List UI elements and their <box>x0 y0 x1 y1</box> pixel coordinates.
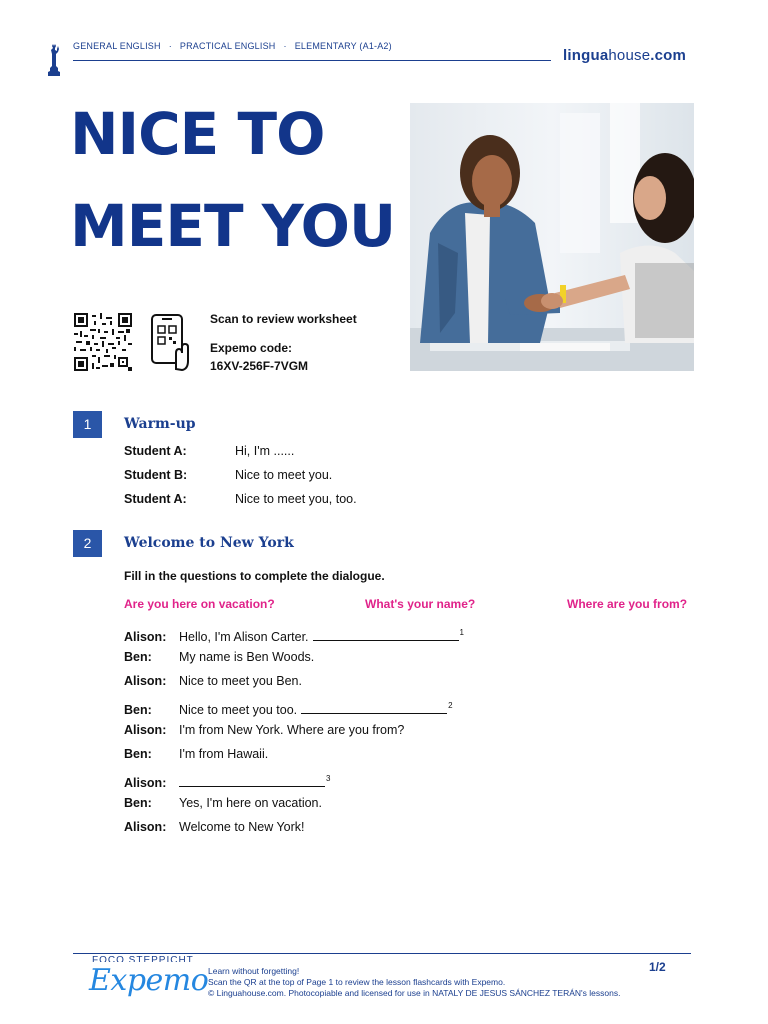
dialogue-line: Alison: I'm from New York. Where are you from? <box>124 723 405 737</box>
footer-notice <box>208 966 620 999</box>
section-1-number: 1 <box>73 411 102 438</box>
footer-tagline: Learn without forgetting! <box>208 966 300 976</box>
expemo-code-label: Expemo code: <box>210 341 293 355</box>
answer-option: Are you here on vacation? <box>124 597 275 611</box>
expemo-logo[interactable]: Expemo <box>89 963 209 998</box>
title-line-1: NICE TO <box>70 100 325 168</box>
dialogue-line: Alison: Nice to meet you Ben. <box>124 674 302 688</box>
footer-divider <box>73 953 691 954</box>
blank-number: 2 <box>448 701 453 710</box>
dialogue-line: Ben: My name is Ben Woods. <box>124 650 315 664</box>
dialogue-line: Ben: Yes, I'm here on vacation. <box>124 796 322 810</box>
brand-logo[interactable]: linguahouse.com <box>563 47 687 64</box>
dialogue-line: Ben: Nice to meet you too. $^2$ <box>124 701 453 717</box>
dialogue-line: Alison: $^3$ <box>124 774 331 790</box>
footer-copyright: © Linguahouse.com. Photocopiable and licensed for use in NATALY DE JESUS SÁNCHEZ TERÁN's lessons. <box>208 988 621 998</box>
section-2-number: 2 <box>73 530 102 557</box>
breadcrumb: GENERAL ENGLISH · PRACTICAL ENGLISH · ELEMENTARY (A1-A2) <box>73 41 392 51</box>
warmup-line: Student A: Nice to meet you, too. <box>124 492 357 506</box>
exercise-instruction: Fill in the questions to complete the dialogue. <box>124 569 385 583</box>
blank-number: 3 <box>326 774 331 783</box>
handshake-photo <box>410 103 694 371</box>
answer-blank[interactable] <box>179 775 325 787</box>
qr-code-image <box>73 313 133 371</box>
section-2-title: Welcome to New York <box>124 535 294 551</box>
page-title <box>70 88 395 272</box>
section-1-title: Warm-up <box>124 416 196 432</box>
page-number: 1/2 <box>649 960 666 974</box>
answer-option: Where are you from? <box>567 597 688 611</box>
phone-scan-icon <box>150 313 192 371</box>
warmup-line: Student B: Nice to meet you. <box>124 468 333 482</box>
statue-of-liberty-icon <box>46 44 62 76</box>
footer-qr-note: Scan the QR at the top of Page 1 to review the lesson flashcards with Expemo. <box>208 977 506 987</box>
breadcrumb-item-level[interactable]: ELEMENTARY (A1-A2) <box>294 41 392 51</box>
dialogue-line: Alison: Hello, I'm Alison Carter. $^1$ <box>124 628 464 644</box>
breadcrumb-item-subject[interactable]: PRACTICAL ENGLISH <box>179 41 276 51</box>
scan-instruction: Scan to review worksheet <box>210 312 357 326</box>
breadcrumb-item-category[interactable]: GENERAL ENGLISH <box>73 41 161 51</box>
dialogue-line: Ben: I'm from Hawaii. <box>124 747 269 761</box>
answer-blank[interactable] <box>301 702 447 714</box>
expemo-code-value: 16XV-256F-7VGM <box>210 359 309 373</box>
dialogue-line: Alison: Welcome to New York! <box>124 820 305 834</box>
header-divider <box>73 60 551 61</box>
answer-blank[interactable] <box>313 629 459 641</box>
footer-clipped-text: FOCO STEPPICHT <box>92 956 194 962</box>
title-line-2: MEET YOU <box>70 192 396 260</box>
answer-option: What's your name? <box>365 597 476 611</box>
blank-number: 1 <box>459 628 464 637</box>
warmup-line: Student A: Hi, I'm ...... <box>124 444 295 458</box>
